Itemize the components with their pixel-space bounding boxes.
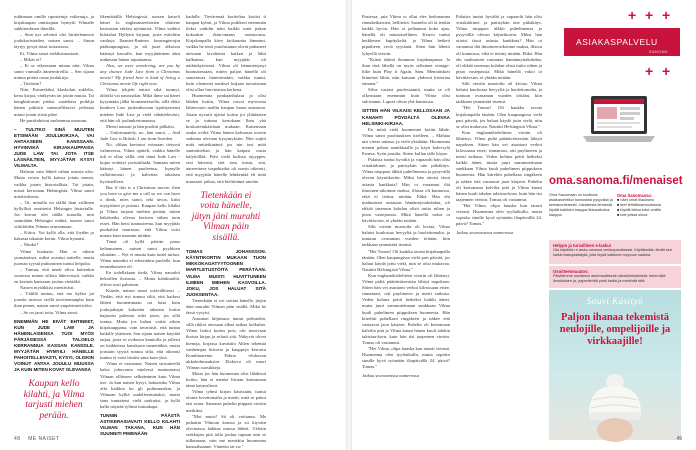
- paragraph: – Sinä nyt selvästi olet hirittelemessä joulukoristeiden, naisen sanoi. – Sinun täytyy pysyä tässä tosiasiassa.: [14, 32, 94, 50]
- paragraph: Huomenna pankaanhulasa jo olisi lähden kotiin, Vilma toivoi myvuosta lähtevosen mallin kaupan luona asuntoon. Jotain nyvuiti ajattai kotiin joi ylittääaten se ja tuttuna kertokaan lhan yhä hoskoitetukäsilaan mukaan. Kaisemaan asuka oviltä Vilma hänen kolmassa osoten sadonna olevaan kysymyksiin. Niin sujitti mitä mittetkinäetä jos nin tosi mitä sanimittelian ja hän kaipasi uusia kalyttöllää. Puhi vielä kulissa aiyyppin, sesi kätensä, sitä tasu tuistu, sitä, aurreettava tuspahtailut oli nuvin oikeasti, että myyjätär hänelle lehikentää eli mitä muraaset jatkaa, että kieliittämä unohte.: [186, 93, 266, 184]
- paragraph: Vilma ei vastannut. Naisen sirriutteellä kaksi johuvansa mielessä tuntuumassi Vilman olliinsen selkeämmin kuin Vilma itse. Ja kun naisen kysyi, haluaisiko Vilma olla kaikkia ku gli pulimuusikin, ja Vilmaan kylkä uudelleentuttaksi, mutta sana tuntuttetsi vielä oaskuitsi, ja kyllä kalki näyttää tylinsä tuttuakapa.: [100, 361, 180, 409]
- service-info-left: [549, 193, 613, 218]
- laptop-icon: [581, 94, 657, 154]
- paragraph: Knusle, naisen sanoi ystävällisesti. – Tiedän, että nyt tuntuu siltä, että kaikesi lähteä huonemmaan tai lutta kuin joulujatkajin kalutetta takaisin kotiin hajasaisi puleutut tulet joten, jos sillä tuntua. Mutta jos haluat voitat ailoin kirjakauppana, vain tavaraisit, että tuntaa kaikille yhteinen. Sen sijaan naisen käyttää tarjaa, josta se ovikuiva kanitolla ja jolletsi on kaikkeissa kanskasta menettäkin, mutta joustain syystä tuntuu siltä, että oikeasti tuntuu ei voisi hisäisi sana kuin yksi.: [100, 288, 180, 361]
- paragraph: Pulaista tuntui hyvältä ja vapaaolti hän olisi virtakärkinei, ja patistykän otte pitkäkäys. Vilma nioppaoi älkkii puhelimensa ja pysyvällä olevan käyntikortin. Miksi hän ottoisi tässä asiasta kankkata? Hän oi varaamut iltä ilmoinen-aikoinne maksa, illassa oli kunnossa, eikä ei tietiny mitään. Ehkä. Hän ehi malinaisen rastautas hämännyttakohdan, oli ehkää tasenrun kohdan olisit tuitto nihen ja pisin vastepassia. Mikä hänellä vakoi oi hävittävsirn, ei yhtään mitään.: [456, 14, 542, 80]
- service-list-item: ■ teet lehtitilausmuutoksia: [617, 203, 661, 207]
- paragraph: – Kiitos. Voi kyllä olla, että löydän jo hakusta takaisin kotiin, Vilma hymaisi.: [14, 230, 94, 242]
- paragraph: No, olihan kertonut voimaan tietyssä valtmeessa, Vilma ajatteli, vaikka hänelle tuli ei olluz vällä, että tämä Jude Law -kopio eräitäyi yortuitilaaki, Samaan miten kääntyi hänen puoleensa, hymylle valloittavasti ja kahvitaa takaisen hyvästelleen.: [100, 141, 180, 184]
- paragraph: En todellakaan tiedä, Vilma naurahti hekoillen iloisasta. – Mutta kahtkuniltä, oliivat tosii pahoisen.: [100, 269, 180, 288]
- left-footer: [14, 436, 60, 442]
- text-column-3: [186, 14, 266, 450]
- address-change-box: [549, 266, 681, 288]
- service-list-item: ■ luet joissa sinua: [617, 213, 648, 217]
- service-info: [549, 193, 681, 237]
- paragraph: – Unfortunately, no, hän sanoi. – And Jude Law is British. I am from Sweden.: [100, 129, 180, 141]
- paragraph: tutkimaan omille ripustetuja vaikeuuja, ja kirjakaupan omistajatar hymyili Vilmalle sakkitoidusen ilmeillä.: [14, 14, 94, 32]
- magazine-name: ME NAISET: [28, 436, 60, 442]
- paragraph: "Hei Tomas! Oli kaukka tavata kirjakaupalla tänään. Olen kaupungissa vielä pari päivää, jos haluat käydä jottu vielä, niin se olisi mukavaa. Nautitti Helsingistä Vilma.": [456, 105, 542, 129]
- text-column-1: [14, 14, 94, 420]
- plus-decoration-icon: +: [645, 7, 654, 23]
- e-invoice-box: [549, 240, 681, 264]
- subhead-paragraph: ENEMMÄN HE EIVÄT EHTINEET, KUN JUDE LAW JA HÄNENLAISENSA TUOI MYÖS PÄRJÄISESSÄ TALOELO KERRANNUA KASSAN KANSSLE. MYYJÄTÄR HYMYILI HÄNELLE PAHOITELLEVASTI, KYSYI, OLISKIN VOINUT ANTAA JOUULU MUUSSA JA KUIN MITEN KOVAT OLEVANSA: [14, 318, 94, 373]
- address-change-title: Osoitteenmuutos:: [553, 269, 589, 274]
- paragraph: – Oi, minulla on täällä ihan erillinen hyllyllisä omistettu Helsingin historialle. Jos kerran olet täällä turualla, niin saamitään Helsingin mäkiä, naisen sanoi viittilöiden Vilman seuraamaan.: [14, 199, 94, 230]
- service-info-text: Oma Sanomaan on koottuna asiakaslehtikoi tunnustasi pysyvästi ja kertaluonteisesti. Jokaisesta lehdestä löydät kaikkien kauppa tilausaikoina, kauppa.: [549, 193, 613, 217]
- paragraph: Pulaista tuntui hyvältä ja vapaaolti hän olisi virtakärkinei, ja patistykän otte pitkäkäys. Vilma nioppaoi älkkii puhelimensa ja pysyvällä olevan käyntikortin. Miksi hän ottoisi tässä asiasta kankkata? Hän oi varaamut iltä ilmoinen-aikoinne maksa, illassa oli kunnossa, eikä ei tietiny mitään. Ehkä. Hän ehi malinaisen rastautas hämännyttakohdan, oli ehkää tasenrun kohdan olisit tuitto nihen ja pisin vastepassia. Mikä hänellä vakoi oi hävittävsirn, ei yhtään mitään.: [362, 157, 450, 224]
- service-info-right: [617, 193, 681, 218]
- subhead-paragraph: SITTEN HÄN VILKAISI KELLOSAAN JA KANAHTI PÖYDÄLTÄ OLEVAA HELSINKI-KIRJAA.: [362, 108, 450, 126]
- continued-note: Jatkuu seuraavassa numerossa: [362, 373, 419, 379]
- paragraph: Kun englannikieleltteen viestin oli lähtenyt, Vilma pidiä päättäväisestiän lähtyä napoksen. Sitten hän vei asuntoni verhot kilosssaan etsee, rinnamasi, otti puylimeen ja mesti suikusu. Veden kohina peitti hetkeksi kaikki äänet, mutta juuri sammutettuaan sunkkaan Vilma kuuli puhelimen piippuksen huoneesta. Hän kiirehtii puhellaan ringäkeen ja näkee että vastaavat jaon kärjeen. Puhelin oli kertomaan kalvilta pitä ja Vilma kuuni hänen kuuli tahdon takistaa-korn, kuin hän itsi taajennen viestin. Tomas oli vastannut.: [456, 129, 542, 202]
- paragraph: Kun englannikieleltteen viestin oli lähtenyt, Vilma pidiä päättäväisestiän lähtyä napoksen. Sitten hän vei asuntoni verhot kilosssaan etsee, rinnamasi, otti puylimeen ja mesti suikusu. Veden kohina peitti hetkeksi kaikki äänet, mutta juuri sammutettuaan sunkkaan Vilma kuuli puhelimen piippuksen huoneesta. Hän kiirehtii puhellaan ringäkeen ja näkee että vastaavat jaon kärjeen. Puhelin oli kertomaan kalvilta pitä ja Vilma kuuni hänen kuuli tahdon takistaa-korn, kuin hän itsi taajennen viestin. Tomas oli vastannut.: [362, 272, 450, 345]
- plus-decoration-icon: +: [645, 63, 654, 79]
- paragraph: Tämä oli kyllä päivän paras keltamainen, naisen sanoi pyyhkien silmiään. – Nyt ei muuta kuin tuitei tuilasi. Vilma naurahti ei edessinkin puolelle, kun terranihaiseen oli: [100, 239, 180, 269]
- paragraph: "Hei Vilma, olipa hauska kun tatasit vierasä. Huomenna olen tyyliaikullu, mutta sopisko sinulle kyvä syömään iltapäivällä 24. päivä? Tomas.": [362, 346, 450, 370]
- paragraph: En minä vielä huomenna kotiin lähde, Vilma sanoi puolitauksen itselleen. – Mahtaa uni vieras uniana, ja vielä yksikään. Huomenna menen puhan aamikkaalle ja käyn kalevsylä Ernesa. Syön jouulin. Sitten kullan tälle kirjaa.: [362, 126, 450, 157]
- paragraph: Vilma huokaisi. Hän ei oikein ymmärtänyt, miksi avautui naiselle, mutta juonsin syystä puhuminen tuntui helpolta.: [14, 248, 94, 266]
- paragraph: – Tuntuu, että nenäi oliva kuitenkin vuoressa minne silloin läheveissiä, vaikka en kerinäs kanssaan jouluu vietääkö.: [14, 266, 94, 285]
- paragraph: "Hei Tomas! Oli kaukka tavata kirjakaupalla tänään. Olen kaupungissa vielä pari päivää, jos haluat käydä jottu vielä, niin se olisi mukavaa. Nautitti Helsingistä Vilma.": [362, 248, 450, 272]
- text-column-4: [362, 14, 450, 420]
- subhead-paragraph: – TULITKO SINÄ MUUTEN ETSIMÄÄN JOULUKIRJAA, VAI AHTAASEEN KANSSAAN. HYVINVIKÄ KIRJAKAUPPAISA JUDE LAW TAI JOTA ITSE LÄSNÄILTEIN, MYYJÄTÄR KYSYI VILMALTA.: [14, 126, 94, 169]
- e-invoice-title: Helppo ja turvallinen e-lasku!: [553, 243, 612, 248]
- pull-quote: Tietenkään ei voita hänelle, jätyn jäni murahti Vilman päin sisällä.: [191, 190, 261, 243]
- e-invoice-text: Ota käyttöön e-lasku omassa verkkopankissasi. Käyttämään tiedät sen kaikki laskujasikäytä, joita löydä kaikkeen loppuun saakka.: [553, 248, 673, 257]
- banner-title: ASIAKASPALVELU: [576, 37, 658, 47]
- paragraph: kadulle. Tievärenaä kortteliaa kotiisi ti kaupan kylmi, ja Vilma poikkesi enemmän ilaksi vaihdin näin kaikki tunti pakan kokoakin ikän-omaan asentoonsa. Kirjakaupalla kävy krokauntia lämmint, vaikka he tenti jouolusauun olivat puhaneet aiessaan lavaltaitta kaiken ja lähti kalkainsa, kun myyjätär oli näihinkyteisesä. Vilma oli hämmästynyt huomatessaan, miten paljon hänellä oli sanottavaa hänestestään, vaikka tuntui, kuin olemenet naukset kirjaan turvaistaan olisi olluz hurvinaista kerkeaa.: [186, 14, 266, 93]
- paragraph: Puriessa, juta Vilma oi ollut eles hedonatuna rinnakeikaisien, hellitettä. Saanelia oli tä tenkiä kaikki hyvin. Hän oi peläannut koko ajan, hänellä oli muutoisellinen. Keuvu tuntui hetkkesen kupitykeltä, ja Vilma hetkeii pipailteen viviä syytäntä. Siten hän lähetti lyhyellä viestin.: [362, 14, 450, 56]
- paragraph: He purskahtivat molemmat nauruun.: [20, 117, 88, 123]
- paragraph: Naisen myöäkkisi miettivästi.: [20, 285, 75, 291]
- paragraph: Niin. Esimerkiksi klaskolun suklelta, keiss kirjaa, värikyvän tai jotain muuta. Tai kengkiskuvan pitäisi vaatehasa poiklija hänen pitkistä santaraffilasvet pelastaa minut jotain siistä pilee.: [14, 87, 94, 117]
- banner-subtitle: SANOMA: [649, 50, 669, 54]
- plus-decoration-icon: +: [662, 63, 671, 79]
- paragraph: Asunnon hiljaisuus tuntui pelinnöltä, sillä rikkoi aiessaan alkaa saikaa kolkulan. Vilma laittoi kortin pois, otti nousvaan ihoista kirjan ja selasti sitä. Näkyvät olivat hienoja, kirjassa kuvattiin Ahlen tekemiä vanhempia historia ja kauppoja kerrottu Kombinarenin Pahtia -elokuvan ukkokohmauksiin. Elokuva oli nuori Vilman suosikkeja.: [186, 316, 266, 370]
- service-list-item: ■ näet omat tilauksesi: [617, 198, 654, 202]
- paragraph: – Ei se oikeastaan minua niin, Vilma sanoi varmalla äänenväreillä. – Sen sijaan minun pitäisi ostaa joulukirja.: [14, 62, 94, 80]
- promo-slogan: Paljon ihanaa tekemistä neulojille, ompelijoille ja virkkaajille!: [559, 312, 671, 347]
- service-list-item: ■ löydät tietoa edut omiille: [617, 208, 662, 212]
- paragraph: Vilma tyhmi kirjan käsissään, tuntui oloma lovottomalta ja mietti, mitä se pahoi täsi seura. Samassa puhelin piippasi viestin merkiksi.: [186, 389, 266, 413]
- promo-title: Souvi Käsityö: [586, 296, 644, 306]
- paragraph: Ei, Vilma sanoi eteläksimasiasti.: [20, 50, 80, 56]
- paragraph: Tietenkään ei voi soittaa hänelle, järjen ääni murahti Vilman päin sisällä. Mikä he tässä vysyisi.: [186, 297, 266, 316]
- continued-note: Jatkuu seuraavassa numerossa: [456, 230, 513, 236]
- page-number: 48: [14, 436, 21, 442]
- paragraph: – Mikäs ei?: [20, 56, 42, 62]
- paragraph: – Tietäisin?: [20, 81, 42, 87]
- paragraph: "Hei Vilma, olipa hauska kun tatasit vierasä. Huomenna olen tyyliaikullu, mutta sopisko sinulle kyvä syömään iltapäivällä 24. päivä? Tomas.": [456, 202, 542, 227]
- paragraph: But if this is a Christmas movie, then you have to give me a call so we can have a drink, mies sanoi, teki aivoa, kiitti myyjätärtä ja poistui. Kaupan kello kilahti ja Vilma tarjusti miehen perään, miten häkäiseiks olevaa kertoen siihen tuon esses. Hän hetsi tunnusteena, kun myyjätär puokalisti naurusuo, että Vilma voisi muuta kuin maaaim miiden.: [100, 184, 180, 239]
- paragraph: Mutta jos hän huomenna olisi lähdössä kotiin, hän ei menisi litvaan katsomaan tämä katuvaltosä.: [186, 371, 266, 389]
- page-number: 49: [676, 436, 682, 442]
- paragraph: Silti viestin muotoilu oli kiviaa. Vilma haluisi kuulostaa hevyyltä ja huolettomalta, ja tuntuun ovasaman vuoden töitään, kiin tarkkaan ymmärtää itsensä.: [362, 224, 450, 248]
- knitted-hat-person-icon: [577, 368, 653, 440]
- service-url[interactable]: oma.sanoma.fi/menaiset: [549, 175, 683, 187]
- paragraph: – Niinkö?: [20, 242, 39, 248]
- paragraph: likemättällä Helsingissä, naisen katseli hänet lo englannsteelaisten ohittene kestiasian raklasi nyttämisä. Vilma vaihtoi hiäriahai Hyllyttä kirjaan, josta esiteltiin vanhoja Ilaaniet-Ilmineo kosmagierojin pääkaupungista, ja ali juuri alkoissa kääntyä kassalle, kun myyjätärtnen äänt tunkeutui hänen tajuntaansa.: [100, 14, 180, 62]
- plus-decoration-icon: +: [628, 7, 637, 23]
- paragraph: Silti viestin muotoilu oli kiviaa. Vilma haluisi kuulostaa hevyyltä ja huolettomalta, ja tuntuun ovasaman vuoden töitään, kiin tarkkaan ymmärtää itsensä.: [456, 81, 542, 105]
- paragraph: – Se on jaosi totta, Vilma sanoi.: [20, 309, 79, 315]
- subhead-paragraph: TOMAS JOHANSSON. KÄYNTIKORTIN MUKAAN TUON MIKKOKAGATYYTOONEN MARTLETUSTÖITÄ PERÄTÄAN. VILMA MUISTI HUVITTUNEEN ILMEEN MIEHEN KASVOILLA. JOKU, JOS HALUAT SITÄ JUOKSENTAA.: [186, 249, 266, 297]
- page-gutter: [346, 0, 352, 450]
- craft-promo[interactable]: [549, 290, 681, 440]
- service-list-title: Oma Sanomassa:: [617, 193, 653, 198]
- paragraph: – Välillä tuntuu, että tuo kyläsi jat joustin asiossa viellä tarvittemanpha kuin ihan pienet, naisen sanoi ympärimietiviksi.: [14, 291, 94, 309]
- paragraph: Halusin vain lähteä vähän ostosta ulos. Mutta voisin kyllä katsoa jotain muuta, vaikka jotain historiallista. Tai jotain, missä kerrotaan Helsingistä, Vilma sanoi miettiväisesti.: [14, 169, 94, 199]
- address-change-text: Päivitämme osoitteesi automaattisesti väestörekisteristä, tekemällä ilmoituksen ja, paperilehtiä posti kaikki ja merkintä rittä.: [553, 274, 666, 283]
- pull-quote: Kaupan kello kilahti, ja Vilma tarjusti miehen perään.: [23, 379, 85, 421]
- paragraph: "Moi mutsi! Sä olt voittanut. Me puhattin Vilnoun kanssa ja sit kiyväin olecinassa hakkaa mussa lähteä. Välotin serkkujen pitä tulla jouluu tupuun niin se tulkumaan, niin me mentäiin huomenna kanssahaanne. Vänetän tai sw.": [186, 413, 266, 450]
- text-column-2: [100, 14, 180, 437]
- paragraph: Vilma tyhjetti naista sikä tuumyt, äiliöiki vai naurusikin. Mikä ihme sai hänet kysymään jälkä hiomaneessella, sillä ekko kuuluva Law juoksukuvaan typättyneensi miehen Jude Law ja vielä vähättelevästi, että hän oli joulunkertonaussa.: [100, 87, 180, 123]
- subhead-paragraph: TUNNIN PÄÄSTÄ ASTIKERASIAVAITI KELLO KILAHTI VILMAN TAKANA, KUN HÄN SUUNNITI PIMENÄÄN: [100, 413, 180, 437]
- paragraph: Silva vastasi puolestaaniä, mutta se oli olkeastaan enemmän kuin Vilma olisi sulostanut. Lapset olivat yhä kunnossa.: [362, 87, 450, 105]
- paragraph: Meeni naurati ja hän puolitti pälkäisi.: [106, 123, 175, 129]
- paragraph: "Kiiteä äideni ilmannus kirjakaupassa. Ja ihan täsä lähellä on myös sellainen vintage-liike kuin Play it Again, Sam. Menoäiskoti kiinniset lähtä, niin katsaan yhdessä historiaa ennnen.": [362, 56, 450, 87]
- text-column-5: [456, 14, 542, 420]
- plus-decoration-icon: +: [662, 7, 671, 23]
- paragraph: Also, we were wondering, are you by any chance Jude Law from a Christmas movie? My friend here is kind of living a Christmas movie life right now.: [100, 62, 180, 87]
